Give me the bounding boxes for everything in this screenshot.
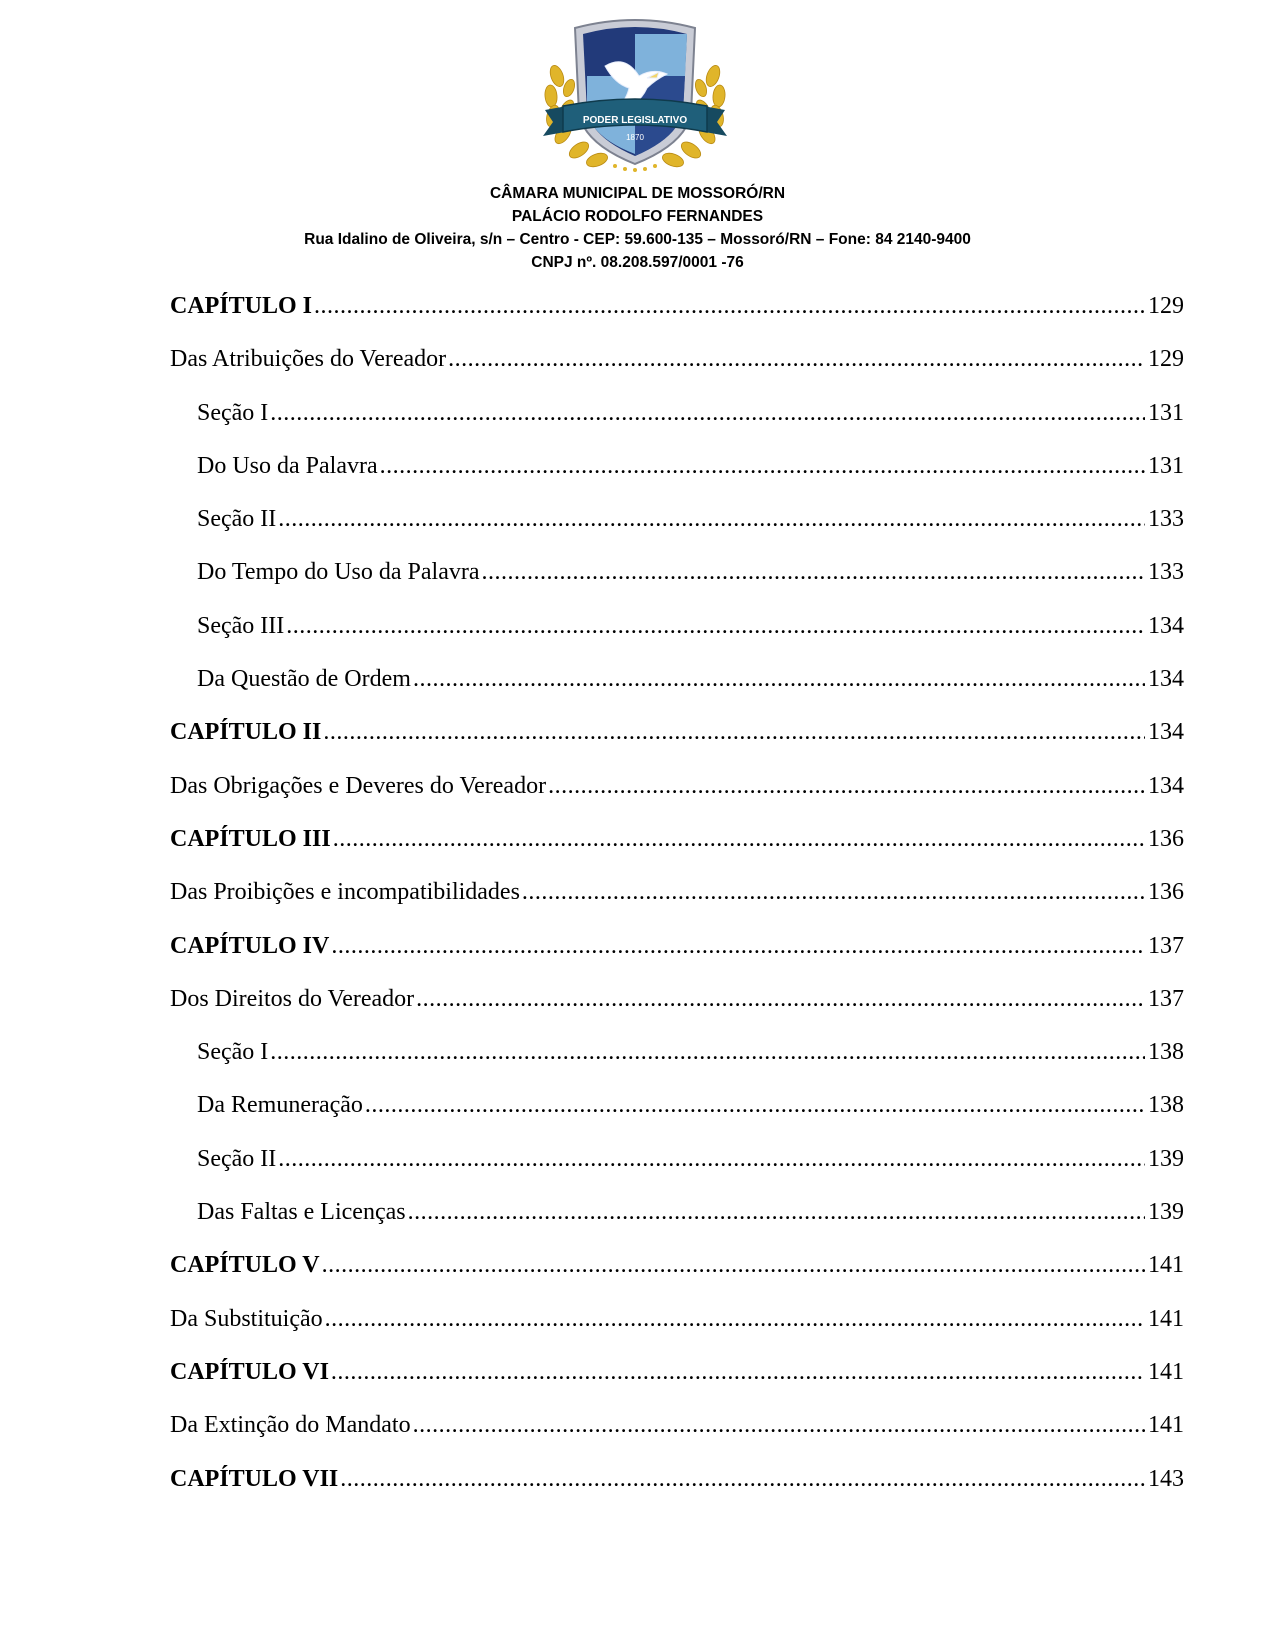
palace-name: PALÁCIO RODOLFO FERNANDES	[511, 208, 764, 225]
toc-entry-label: Da Extinção do Mandato	[170, 1412, 411, 1439]
toc-entry[interactable]	[170, 1144, 1184, 1197]
toc-entry[interactable]	[170, 1304, 1184, 1357]
toc-entry-page: 143	[1148, 1465, 1184, 1492]
toc-entry[interactable]	[170, 931, 1184, 984]
toc-entry-page: 141	[1148, 1412, 1184, 1439]
toc-entry-page: 138	[1148, 1039, 1184, 1066]
toc-entry-page: 131	[1148, 399, 1184, 426]
toc-entry-label: CAPÍTULO IV	[170, 932, 330, 959]
institution-name: CÂMARA MUNICIPAL DE MOSSORÓ/RN	[489, 185, 786, 202]
toc-dot-leader	[413, 664, 1145, 694]
toc-entry-label: CAPÍTULO I	[170, 293, 313, 319]
toc-entry-label: Dos Direitos do Vereador	[170, 985, 415, 1012]
toc-entry[interactable]	[170, 1197, 1184, 1250]
toc-dot-leader	[322, 1250, 1145, 1280]
toc-entry-page: 129	[1148, 346, 1184, 373]
toc-entry[interactable]	[170, 1357, 1184, 1410]
toc-entry-label: Seção II	[197, 1145, 277, 1172]
toc-dot-leader	[340, 1464, 1145, 1494]
toc-entry-page: 133	[1148, 559, 1184, 586]
toc-entry[interactable]	[170, 611, 1184, 664]
toc-entry[interactable]	[170, 451, 1184, 504]
toc-entry-label: CAPÍTULO V	[170, 1252, 320, 1279]
legislative-crest-logo	[535, 14, 735, 182]
toc-entry-label: CAPÍTULO VI	[170, 1358, 329, 1385]
toc-entry-label: Da Questão de Ordem	[197, 666, 411, 693]
toc-dot-leader	[416, 984, 1145, 1014]
toc-entry-page: 136	[1148, 879, 1184, 906]
toc-dot-leader	[482, 557, 1146, 587]
toc-dot-leader	[413, 1410, 1145, 1440]
toc-entry-page: 133	[1148, 506, 1184, 533]
toc-entry[interactable]	[170, 717, 1184, 770]
toc-dot-leader	[331, 1357, 1145, 1387]
toc-entry-page: 141	[1148, 1358, 1184, 1385]
toc-entry-page: 139	[1148, 1199, 1184, 1226]
toc-entry-page: 137	[1148, 985, 1184, 1012]
toc-entry[interactable]	[170, 824, 1184, 877]
toc-entry-label: Seção I	[197, 399, 269, 426]
toc-entry[interactable]	[170, 1464, 1184, 1517]
toc-entry[interactable]	[170, 877, 1184, 930]
toc-dot-leader	[323, 717, 1145, 747]
toc-entry[interactable]	[170, 1410, 1184, 1463]
address-line: Rua Idalino de Oliveira, s/n – Centro - CEP: 59.600-135 – Mossoró/RN – Fone: 84 2140-9400	[304, 231, 971, 248]
toc-entry[interactable]	[170, 557, 1184, 610]
banner-text: PODER LEGISLATIVO	[582, 115, 688, 126]
toc-entry-label: Das Atribuições do Vereador	[170, 346, 447, 373]
toc-entry[interactable]	[170, 1250, 1184, 1303]
toc-dot-leader	[333, 824, 1145, 854]
letterhead	[0, 182, 1275, 274]
toc-entry-label: Seção III	[197, 612, 285, 639]
toc-entry-page: 134	[1148, 612, 1184, 639]
logo-year: 1870	[626, 133, 644, 142]
toc-dot-leader	[448, 344, 1145, 374]
toc-entry[interactable]	[170, 1037, 1184, 1090]
toc-entry[interactable]	[170, 1090, 1184, 1143]
toc-entry-label: CAPÍTULO III	[170, 825, 331, 852]
toc-dot-leader	[286, 611, 1145, 641]
toc-entry-page: 134	[1148, 772, 1184, 799]
toc-entry-page: 141	[1148, 1305, 1184, 1332]
toc-entry-page: 137	[1148, 932, 1184, 959]
toc-entry-label: CAPÍTULO VII	[170, 1465, 339, 1492]
toc-entry-label: Do Tempo do Uso da Palavra	[197, 559, 480, 586]
toc-dot-leader	[548, 771, 1145, 801]
toc-entry[interactable]	[170, 664, 1184, 717]
cnpj-line: CNPJ nº. 08.208.597/0001 -76	[531, 254, 744, 271]
toc-dot-leader	[278, 1144, 1145, 1174]
toc-entry-label: Seção II	[197, 506, 277, 533]
toc-entry-label: CAPÍTULO II	[170, 719, 322, 746]
stars-icon	[613, 164, 657, 172]
toc-dot-leader	[270, 398, 1145, 428]
toc-dot-leader	[380, 451, 1145, 481]
toc-entry-page: 129	[1148, 293, 1184, 319]
toc-entry[interactable]	[170, 398, 1184, 451]
toc-entry-label: Seção I	[197, 1039, 269, 1066]
toc-entry-page: 138	[1148, 1092, 1184, 1119]
toc-dot-leader	[365, 1090, 1145, 1120]
toc-entry[interactable]	[170, 344, 1184, 397]
toc-entry[interactable]	[170, 984, 1184, 1037]
toc-entry[interactable]	[170, 291, 1184, 344]
table-of-contents	[170, 291, 1184, 1517]
toc-dot-leader	[408, 1197, 1145, 1227]
toc-entry-page: 131	[1148, 452, 1184, 479]
toc-entry-label: Das Faltas e Licenças	[197, 1199, 406, 1226]
toc-entry-label: Da Remuneração	[197, 1092, 363, 1119]
toc-entry[interactable]	[170, 771, 1184, 824]
toc-entry-page: 136	[1148, 825, 1184, 852]
toc-dot-leader	[278, 504, 1145, 534]
toc-dot-leader	[314, 291, 1145, 321]
toc-entry-page: 134	[1148, 666, 1184, 693]
toc-entry[interactable]	[170, 504, 1184, 557]
toc-dot-leader	[331, 931, 1145, 961]
toc-dot-leader	[270, 1037, 1145, 1067]
toc-entry-page: 139	[1148, 1145, 1184, 1172]
toc-dot-leader	[522, 877, 1145, 907]
toc-entry-label: Da Substituição	[170, 1305, 323, 1332]
toc-entry-page: 134	[1148, 719, 1184, 746]
toc-entry-label: Das Obrigações e Deveres do Vereador	[170, 772, 547, 799]
toc-entry-page: 141	[1148, 1252, 1184, 1279]
toc-entry-label: Do Uso da Palavra	[197, 452, 378, 479]
toc-entry-label: Das Proibições e incompatibilidades	[170, 879, 520, 906]
toc-dot-leader	[325, 1304, 1145, 1334]
